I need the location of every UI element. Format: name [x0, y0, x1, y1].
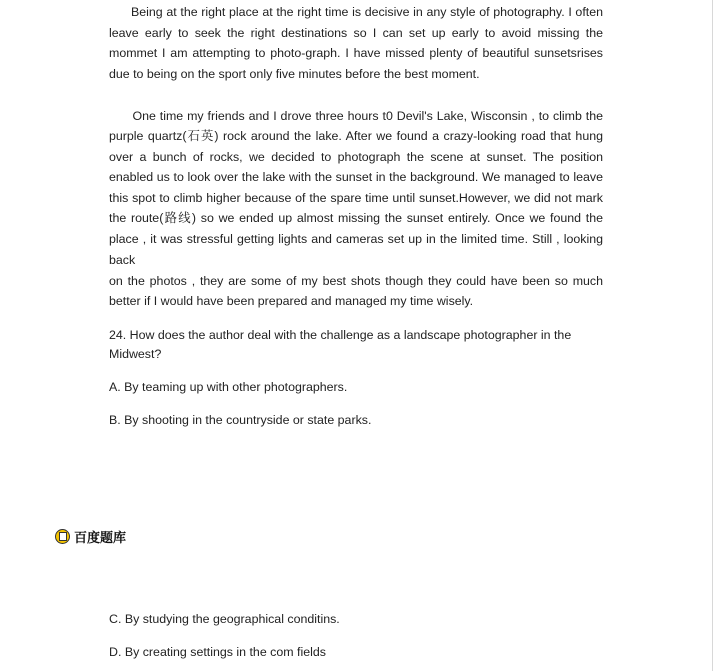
text-line: Being at the right place at the right time is decisive in any style of photography. I often — [109, 5, 603, 19]
text-line: leave early to seek the right destinations so I can set up early to avoid missing the — [109, 26, 603, 40]
option-d: D. By creating settings in the com fields — [109, 645, 326, 659]
option-b: B. By shooting in the countryside or state parks. — [109, 413, 372, 427]
text-line: purple quartz(石英) rock around the lake. After we found a crazy-looking road that hung — [109, 129, 603, 143]
baidu-tiku-watermark — [55, 527, 126, 546]
question-stem: Midwest? — [109, 347, 162, 361]
text-line: mommet I am attempting to photo-graph. I have missed plenty of beautiful sunsetsrises — [109, 46, 603, 60]
text-line: back — [109, 253, 136, 267]
text-line: this spot to climb higher because of the spare time until sunset.However, we did not mark — [109, 191, 603, 205]
option-a: A. By teaming up with other photographers. — [109, 380, 348, 394]
text-line: place , it was stressful getting lights and cameras set up in the limited time. Still , looking — [109, 232, 603, 246]
text-line: over a bunch of rocks, we decided to photograph the scene at sunset. The position — [109, 150, 603, 164]
text-line: due to being on the sport only five minutes before the best moment. — [109, 67, 480, 81]
page-edge — [712, 0, 713, 671]
question-stem: 24. How does the author deal with the challenge as a landscape photographer in the — [109, 328, 572, 342]
text-line: the route(路线) so we ended up almost missing the sunset entirely. Once we found the — [109, 211, 603, 225]
text-line: enabled us to look over the lake with the sunset in the background. We managed to leave — [109, 170, 603, 184]
baidu-tiku-logo-icon — [55, 529, 70, 544]
text-line: One time my friends and I drove three hours t0 Devil's Lake, Wisconsin , to climb the — [109, 109, 603, 123]
watermark-text: 百度题库 — [74, 531, 127, 546]
text-line: on the photos , they are some of my best shots though they could have been so much — [109, 274, 603, 288]
text-line: better if I would have been prepared and managed my time wisely. — [109, 294, 474, 308]
option-c: C. By studying the geographical conditins. — [109, 612, 340, 626]
